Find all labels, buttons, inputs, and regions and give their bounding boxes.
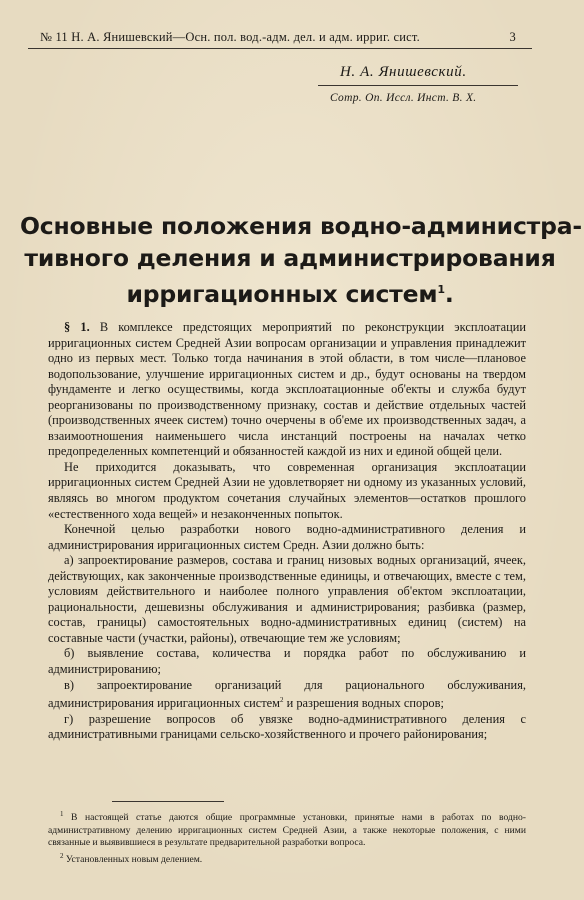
footnote-1-text: В настоящей статье даются общие программные установки, принятые нами в работах по водно-административному делению ирригационных систем Средней Азии, а также некоторые положения, с ними связанные и выявившиеся в результате предварительной разработки вопроса. xyxy=(48,812,526,849)
article-title xyxy=(20,210,582,310)
header-rule xyxy=(28,48,532,49)
title-line-1: Основные положения водно-администра- xyxy=(20,212,582,240)
paragraph-3: Конечной целью разработки нового водно-административного деления и администрирования ирригационных систем Средн. Азии должно быть: xyxy=(48,522,526,552)
footnote-rule xyxy=(112,801,224,802)
footnote-2-text: Установленных новым делением. xyxy=(63,853,203,865)
paragraph-6 xyxy=(48,678,526,712)
title-footnote-mark: 1 xyxy=(437,283,445,296)
paragraph-4: а) запроектирование размеров, состава и границ низовых водных организаций, ячеек, действующих, как законченные производственные единицы, и отвечающих, вместе с тем, условиям действительного и наиболее полного управления об'ектом эксплоатации, рациональности, дешевизны обслуживания и администрирования; разбивка (размер, состав, границы) самостоятельных водно-административных единиц (систем) на составные части (участки, районы), отвечающие тем же условиям; xyxy=(48,553,526,645)
title-line-2: тивного деления и администрирования xyxy=(24,244,556,272)
title-line-3-end: . xyxy=(444,279,454,308)
footnotes xyxy=(48,808,526,866)
running-header xyxy=(40,30,516,45)
page-number: 3 xyxy=(509,30,516,44)
paragraph-1 xyxy=(48,320,526,460)
author-name: Н. А. Янишевский. xyxy=(340,64,467,80)
article-body xyxy=(48,320,526,743)
author-affiliation: Сотр. Оп. Исcл. Инст. В. Х. xyxy=(330,92,477,104)
paragraph-5: б) выявление состава, количества и порядка работ по обслуживанию и администрированию; xyxy=(48,646,526,677)
footnote-2-mark: 2 xyxy=(60,851,64,860)
footnote-1 xyxy=(48,808,526,850)
author-rule xyxy=(318,85,518,86)
footnote-1-mark: 1 xyxy=(60,810,64,818)
paragraph-6-text-a: в) запроектирование организаций для рационального обслуживания, администрирования ирригационных систем xyxy=(48,677,526,711)
section-mark: § 1. xyxy=(64,320,90,334)
title-line-3 xyxy=(20,274,560,310)
title-line-3-text: ирригационных систем xyxy=(126,279,438,308)
footnote-ref-2: 2 xyxy=(280,696,284,705)
paragraph-2: Не приходится доказывать, что современная организация эксплоатации ирригационных систем Средней Азии не удовлетворяет ни одному из указанных условий, являясь во многом продуктом сочетания случайных элементов—остатков прошлого «естественного хода вещей» и незаконченных попыток. xyxy=(48,459,526,521)
running-header-text: № 11 Н. А. Янишевский—Осн. пол. вод.-адм. дел. и адм. ирриг. сист. xyxy=(40,30,420,44)
footnote-2 xyxy=(48,850,526,867)
paragraph-7: г) разрешение вопросов об увязке водно-административного деления с административными границами сельско-хозяйственного и прочего районирования; xyxy=(48,711,526,742)
paragraph-1-text: В комплексе предстоящих мероприятий по реконструкции эксплоатации ирригационных систем Средней Азии вопросам организации и управления принадлежит одно из первых мест. Только тогда начинания в этой области, в том числе—плановое водопользование, улучшение ирригационных систем и др., будут основаны на твердом фундаменте и легко осуществимы, когда эксплоатационные об'екты и служба будут реорганизованы по производственному признаку, состав и действие отдельных частей (производственных ячеек систем) точно очерчены в об'еме их производственных задач, а взаимоотношения наименьшего числа инстанций построены на началах четко предопределенных компетенций и обязанностей каждой из них и единой общей цели. xyxy=(48,320,526,459)
paragraph-6-text-b: и разрешения водных споров; xyxy=(283,696,444,711)
